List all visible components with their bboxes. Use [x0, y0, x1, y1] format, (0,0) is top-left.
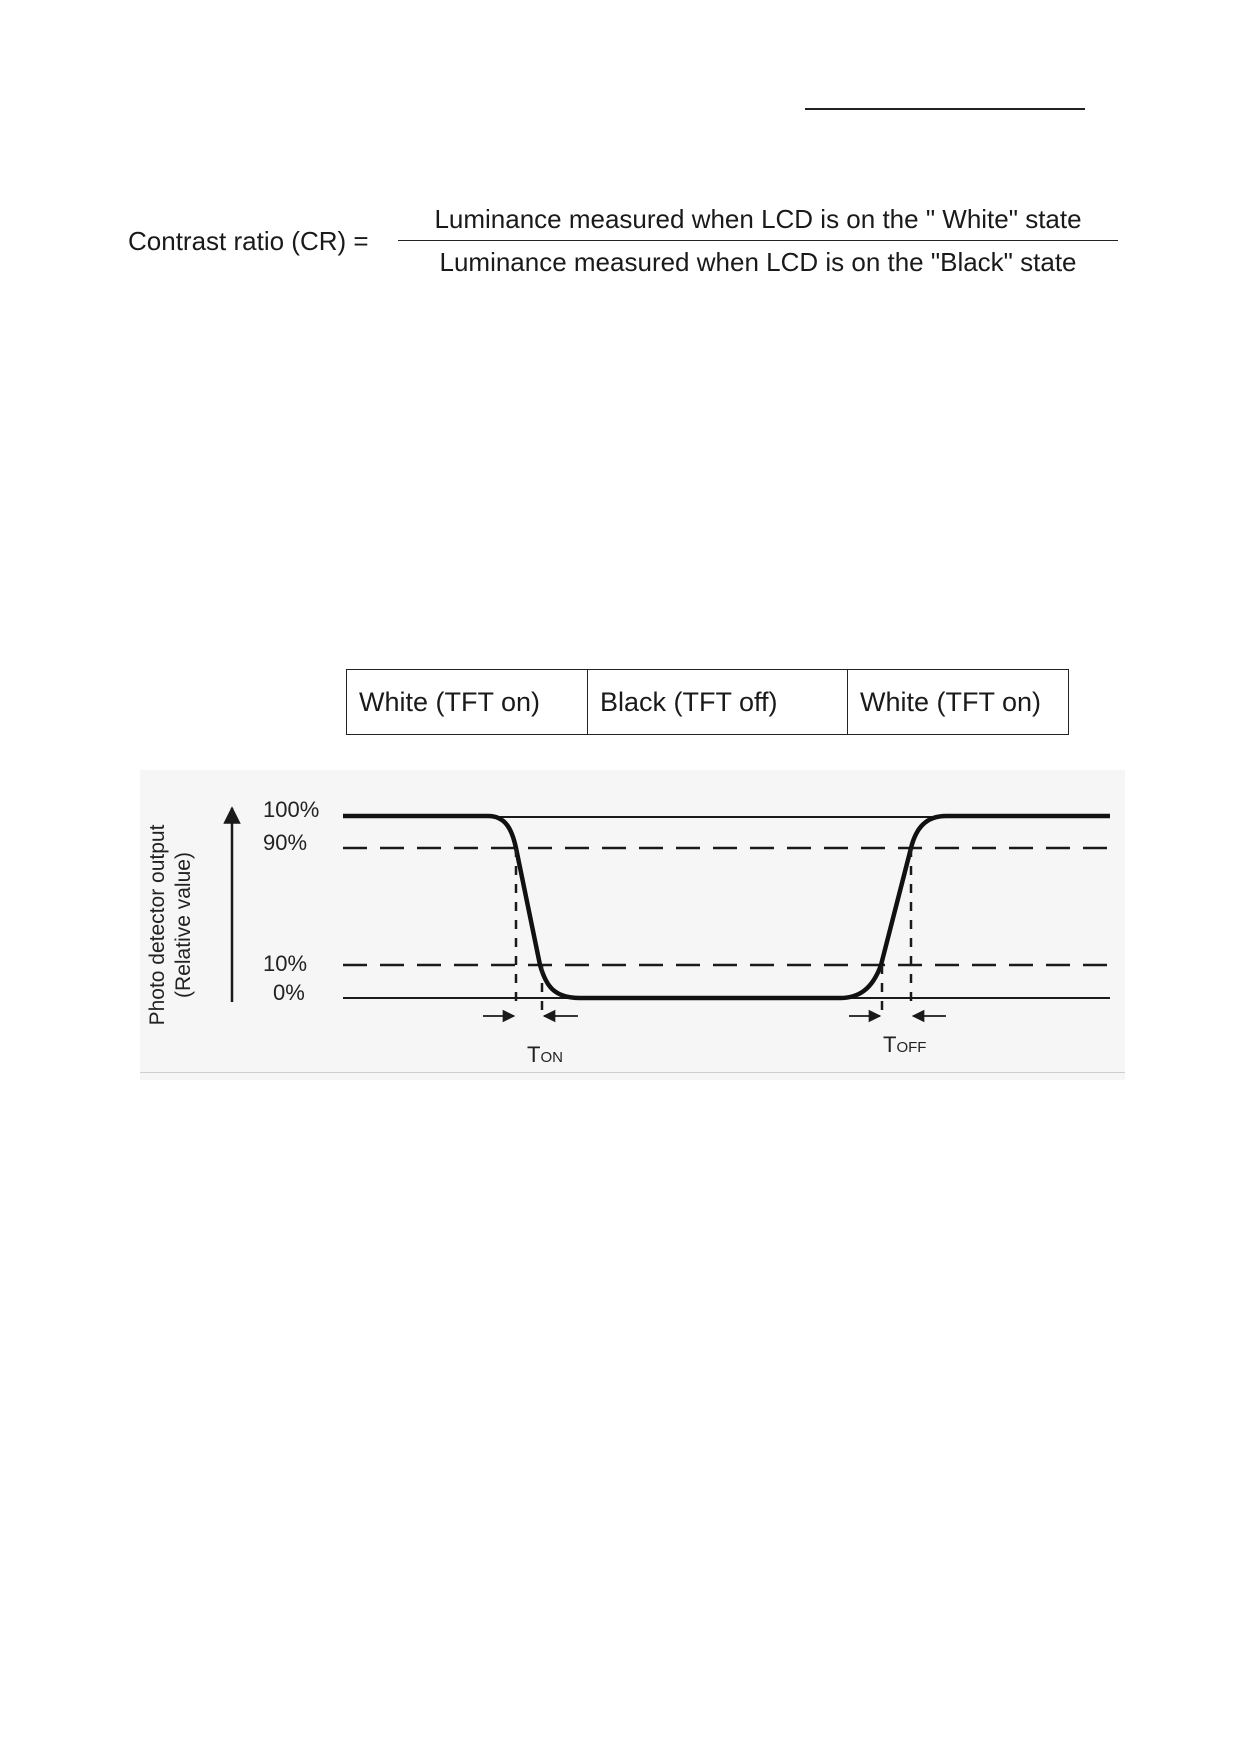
state-cell-white-on-1: White (TFT on)	[347, 670, 588, 734]
toff-label-main: T	[883, 1032, 897, 1057]
state-cell-white-on-2: White (TFT on)	[860, 686, 1042, 717]
response-time-diagram	[140, 770, 1125, 1080]
state-cell-black-off: Black (TFT off)	[588, 670, 848, 734]
tft-state-table	[346, 669, 1069, 735]
contrast-ratio-formula	[128, 200, 1118, 290]
level-label-90: 90%	[263, 830, 308, 855]
fraction-bar	[398, 240, 1118, 241]
toff-label	[883, 1032, 926, 1057]
header-rule	[805, 108, 1085, 110]
photo-detector-curve	[343, 816, 1110, 998]
ton-label-main: T	[527, 1042, 541, 1067]
ton-label-sub: ON	[540, 1049, 563, 1066]
level-label-10: 10%	[263, 951, 308, 976]
level-label-100: 100%	[263, 797, 320, 822]
ton-label	[527, 1042, 563, 1067]
y-axis-label-line2: (Relative value)	[172, 852, 195, 998]
y-axis-label-line1: Photo detector output	[146, 824, 169, 1026]
formula-fraction	[398, 200, 1118, 281]
toff-label-sub: OFF	[896, 1039, 927, 1056]
diagram-base-rule	[140, 1072, 1125, 1073]
formula-label: Contrast ratio (CR) =	[128, 226, 369, 256]
level-label-0: 0%	[273, 980, 305, 1005]
formula-denominator: Luminance measured when LCD is on the "Black" state	[439, 247, 1077, 277]
formula-numerator: Luminance measured when LCD is on the " White" state	[434, 204, 1082, 234]
y-axis-title	[146, 824, 195, 1025]
